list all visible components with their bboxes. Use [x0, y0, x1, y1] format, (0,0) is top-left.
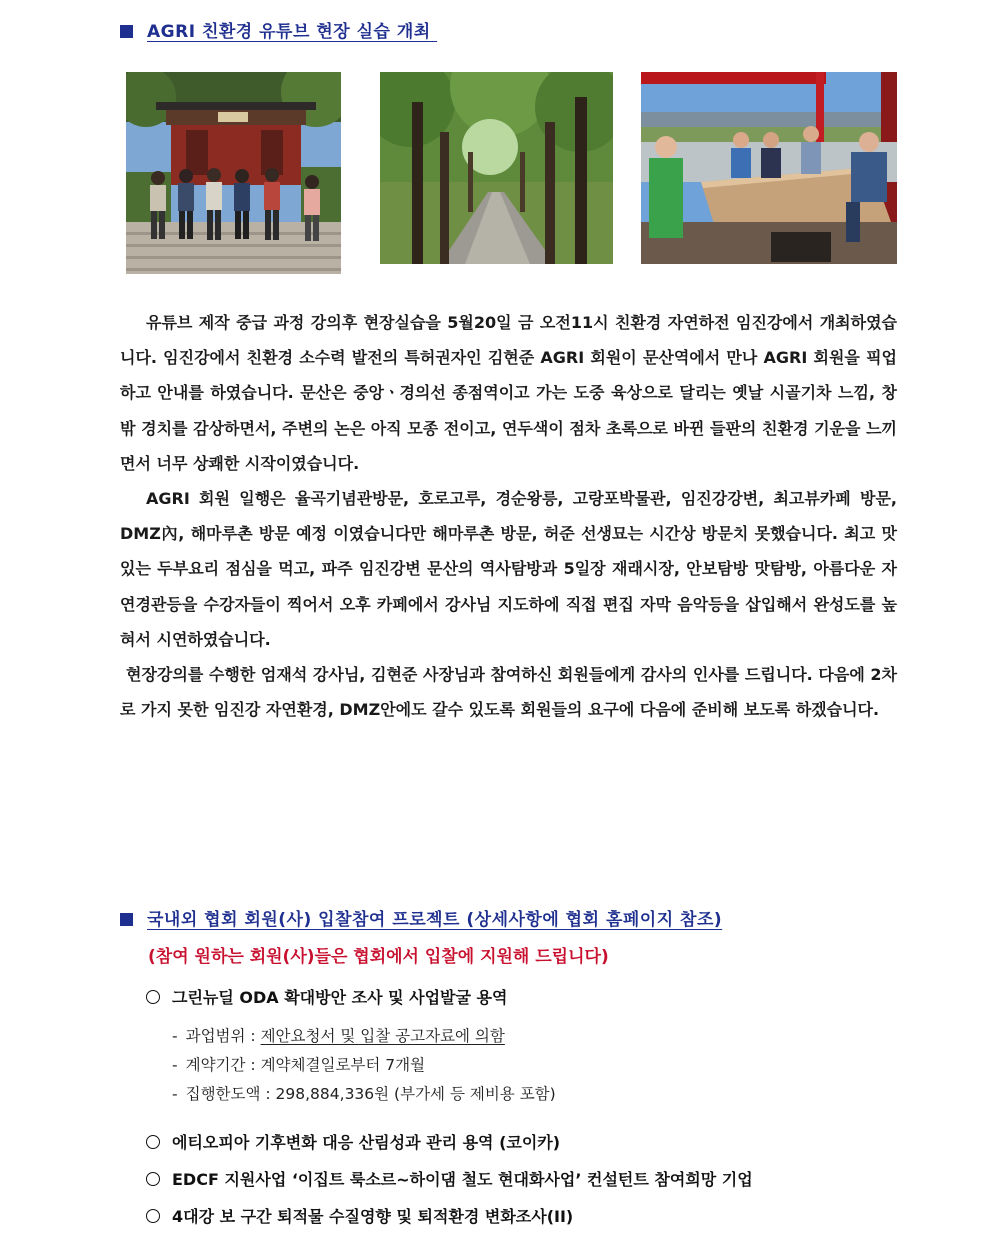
circle-bullet-icon	[146, 1209, 160, 1223]
circle-bullet-icon	[146, 990, 160, 1004]
project-1-scope: - 과업범위 : 제안요청서 및 입찰 공고자료에 의함	[172, 1027, 505, 1045]
photo-cafe-meeting	[641, 72, 897, 264]
project-1-budget: - 집행한도액 : 298,884,336원 (부가세 등 제비용 포함)	[172, 1085, 556, 1103]
square-bullet-icon	[120, 25, 133, 38]
paragraph-1: 유튜브 제작 중급 과정 강의후 현장실습을 5월20일 금 오전11시 친환경 자연하전 임진강에서 개최하였습니다. 임진강에서 친환경 소수력 발전의 특허권자인 김현준 AGRI 회원이 문산역에서 만나 AGRI 회원을 픽업하고 안내를 하였습니다. 문산은 중앙ㆍ경의선 종점역이고 가는 도중 육상으로 달리는 옛날 시골기차 느낌, 창밖 경치를 감상하면서, 주변의 논은 아직 모종 전이고, 연두색이 점차 초록으로 바뀐 들판의 친환경 기운을 느끼면서 너무 상쾌한 시작이였습니다.	[120, 313, 897, 473]
project-4: 4대강 보 구간 퇴적물 수질영향 및 퇴적환경 변화조사(II)	[146, 1204, 573, 1227]
paragraph-3: 현장강의를 수행한 엄재석 강사님, 김현준 사장님과 참여하신 회원들에게 감사의 인사를 드립니다. 다음에 2차로 가지 못한 임진강 자연환경, DMZ안에도 갈수 있도록 회원들의 요구에 다음에 준비해 보도록 하겠습니다.	[120, 665, 897, 720]
square-bullet-icon	[120, 913, 133, 926]
project-1-period: - 계약기간 : 계약체결일로부터 7개월	[172, 1056, 426, 1074]
section1-body	[120, 305, 897, 727]
photo-group-at-shrine	[126, 72, 341, 274]
paragraph-2: AGRI 회원 일행은 율곡기념관방문, 호로고루, 경순왕릉, 고랑포박물관, 임진강강변, 최고뷰카페 방문, DMZ內, 해마루촌 방문 예정 이였습니다만 해마루촌 방문, 허준 선생묘는 시간상 방문치 못했습니다. 최고 맛있는 두부요리 점심을 먹고, 파주 임진강변 문산의 역사탐방과 5일장 재래시장, 안보탐방 맛탐방, 아름다운 자연경관등을 수강자들이 찍어서 오후 카페에서 강사님 지도하에 직접 편집 자막 음악등을 삽입해서 완성도를 높혀서 시연하였습니다.	[120, 489, 897, 649]
bid-support-note: (참여 원하는 회원(사)들은 협회에서 입찰에 지원해 드립니다)	[148, 947, 609, 967]
project-1: 그린뉴딜 ODA 확대방안 조사 및 사업발굴 용역	[146, 985, 507, 1008]
project-2: 에티오피아 기후변화 대응 산림성과 관리 용역 (코이카)	[146, 1130, 560, 1153]
photo-forest-path	[380, 72, 613, 264]
circle-bullet-icon	[146, 1135, 160, 1149]
project-3: EDCF 지원사업 ‘이집트 룩소르~하이댐 철도 현대화사업’ 컨설턴트 참여희망 기업	[146, 1167, 753, 1190]
circle-bullet-icon	[146, 1172, 160, 1186]
section2-title: 국내외 협회 회원(사) 입찰참여 프로젝트 (상세사항에 협회 홈페이지 참조)	[120, 905, 722, 930]
section1-title: AGRI 친환경 유튜브 현장 실습 개최	[120, 17, 437, 42]
